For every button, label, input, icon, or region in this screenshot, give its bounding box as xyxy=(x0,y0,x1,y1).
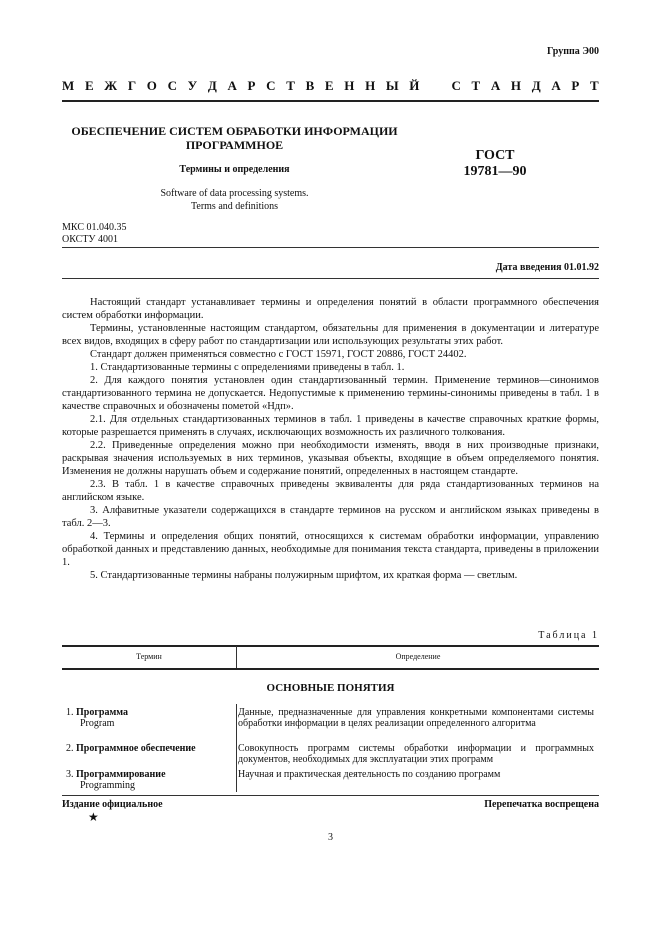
header-divider xyxy=(62,100,599,102)
document-subtitle: Термины и определения xyxy=(179,164,290,175)
classification-codes xyxy=(62,222,126,246)
footer-divider xyxy=(62,795,599,796)
heading-letter: Д xyxy=(531,78,541,93)
heading-letter: М xyxy=(62,78,75,93)
table-row-term xyxy=(66,743,234,754)
okstu-code: ОКСТУ 4001 xyxy=(62,234,119,245)
heading-letter: Р xyxy=(571,78,580,93)
gost-label: ГОСТ xyxy=(475,148,515,163)
column-header-term: Термин xyxy=(136,652,162,661)
heading-letter: Н xyxy=(510,78,522,93)
heading-letter: У xyxy=(187,78,198,93)
title-line-2: ПРОГРАММНОЕ xyxy=(185,138,284,152)
date-label: Дата введения xyxy=(495,262,562,273)
column-header-definition: Определение xyxy=(236,646,599,668)
heading-letter: В xyxy=(305,78,315,93)
heading-letter: Т xyxy=(286,78,295,93)
star-icon: ★ xyxy=(88,810,99,824)
heading-letter: Г xyxy=(127,78,137,93)
table-row-definition: Научная и практическая деятельность по созданию программ xyxy=(238,769,501,780)
date-divider xyxy=(62,278,599,279)
term-english: Program xyxy=(80,718,115,729)
heading-letter: А xyxy=(551,78,561,93)
heading-letter: А xyxy=(227,78,237,93)
body-paragraph: Настоящий стандарт устанавливает термины и определения понятий в области программного обеспечения систем обработки информации. xyxy=(62,297,599,321)
body-paragraph: 2.1. Для отдельных стандартизованных терминов в табл. 1 приведены в качестве справочных краткие формы, которые разрешается применять в случаях, исключающих возможность их различного толкования. xyxy=(62,414,599,438)
table-header xyxy=(62,646,599,668)
date-value: 01.01.92 xyxy=(564,262,599,273)
table-section-heading: ОСНОВНЫЕ ПОНЯТИЯ xyxy=(266,682,395,694)
heading-letter: С xyxy=(167,78,177,93)
table-column-divider xyxy=(236,704,237,792)
heading-letter: Т xyxy=(471,78,481,93)
gost-number xyxy=(440,148,550,180)
heading-letter: Д xyxy=(207,78,217,93)
heading-letter: Н xyxy=(365,78,376,93)
term-number: 1. xyxy=(66,707,74,718)
body-paragraph: 2.3. В табл. 1 в качестве справочных приведены эквиваленты для ряда стандартизованных терминов на английском языке. xyxy=(62,479,599,503)
heading-letter: Ы xyxy=(385,78,399,93)
heading-letter: Р xyxy=(247,78,256,93)
document-title xyxy=(62,124,407,152)
term-name: Программное обеспечение xyxy=(76,743,196,754)
heading-letter: Ж xyxy=(104,78,118,93)
heading-letter: Н xyxy=(344,78,355,93)
term-number: 3. xyxy=(66,769,74,780)
term-name: Программирование xyxy=(76,769,166,780)
body-paragraph: Стандарт должен применяться совместно с ГОСТ 15971, ГОСТ 20886, ГОСТ 24402. xyxy=(90,349,467,360)
gost-code: 19781—90 xyxy=(463,164,527,179)
mks-code: МКС 01.040.35 xyxy=(62,222,127,233)
table-row-definition: Совокупность программ системы обработки информации и программных документов, необходимых для эксплуатации этих программ xyxy=(238,743,594,765)
table-row-term xyxy=(66,769,234,791)
group-label: Группа Э00 xyxy=(547,46,599,57)
title-line-1: ОБЕСПЕЧЕНИЕ СИСТЕМ ОБРАБОТКИ ИНФОРМАЦИИ xyxy=(71,124,398,138)
term-number: 2. xyxy=(66,743,74,754)
interstate-standard-heading xyxy=(62,78,599,94)
table-row-definition: Данные, предназначенные для управления конкретными компонентами системы обработки информации в целях реализации определенного алгоритма xyxy=(238,707,594,729)
heading-letter: О xyxy=(146,78,157,93)
heading-letter: Е xyxy=(84,78,94,93)
body-paragraph: 2. Для каждого понятия установлен один стандартизованный термин. Применение терминов—синонимов стандартизованного термина не допускается. Недопустимые к применению термины-синонимы приведены в табл. 1 в качестве справочных и обозначены пометой «Ндп». xyxy=(62,375,599,412)
table-row-term xyxy=(66,707,234,729)
body-paragraph: 1. Стандартизованные термины с определениями приведены в табл. 1. xyxy=(90,362,405,373)
english-title xyxy=(62,187,407,213)
body-text xyxy=(62,296,599,582)
heading-letter: Й xyxy=(409,78,420,93)
english-title-line-2: Terms and definitions xyxy=(190,201,279,212)
heading-letter: Т xyxy=(590,78,599,93)
table-header-rule xyxy=(62,668,599,670)
introduction-date xyxy=(496,262,599,273)
reprint-prohibited-label: Перепечатка воспрещена xyxy=(484,799,599,810)
body-paragraph: 5. Стандартизованные термины набраны полужирным шрифтом, их краткая форма — светлым. xyxy=(90,570,518,581)
term-english: Programming xyxy=(80,780,135,791)
table-caption: Таблица 1 xyxy=(538,630,599,641)
page-number: 3 xyxy=(328,832,333,843)
body-paragraph: 4. Термины и определения общих понятий, относящихся к системам обработки информации, управлению обработкой данных и представлению данных, необходимые для понимания текста стандарта, приведены в приложении 1. xyxy=(62,531,599,568)
codes-divider xyxy=(62,247,599,248)
term-name: Программа xyxy=(76,707,128,718)
heading-letter: А xyxy=(490,78,501,93)
body-paragraph: 3. Алфавитные указатели содержащихся в стандарте терминов на русском и английском языках приведены в табл. 2—3. xyxy=(62,505,599,529)
heading-letter: С xyxy=(266,78,276,93)
body-paragraph: 2.2. Приведенные определения можно при необходимости изменять, вводя в них производные признаки, раскрывая значения используемых в них терминов, указывая объекты, входящие в объем определяемого понятия. Изменения не должны нарушать объем и содержание понятий, определенных в настоящем стандарте. xyxy=(62,440,599,477)
heading-letter: С xyxy=(451,78,461,93)
english-title-line-1: Software of data processing systems. xyxy=(160,188,309,199)
body-paragraph: Термины, установленные настоящим стандартом, обязательны для применения в документации и литературе всех видов, входящих в сферу работ по стандартизации или использующих результаты этих работ. xyxy=(62,323,599,347)
official-edition-label: Издание официальное xyxy=(62,799,163,810)
heading-letter: Е xyxy=(324,78,334,93)
